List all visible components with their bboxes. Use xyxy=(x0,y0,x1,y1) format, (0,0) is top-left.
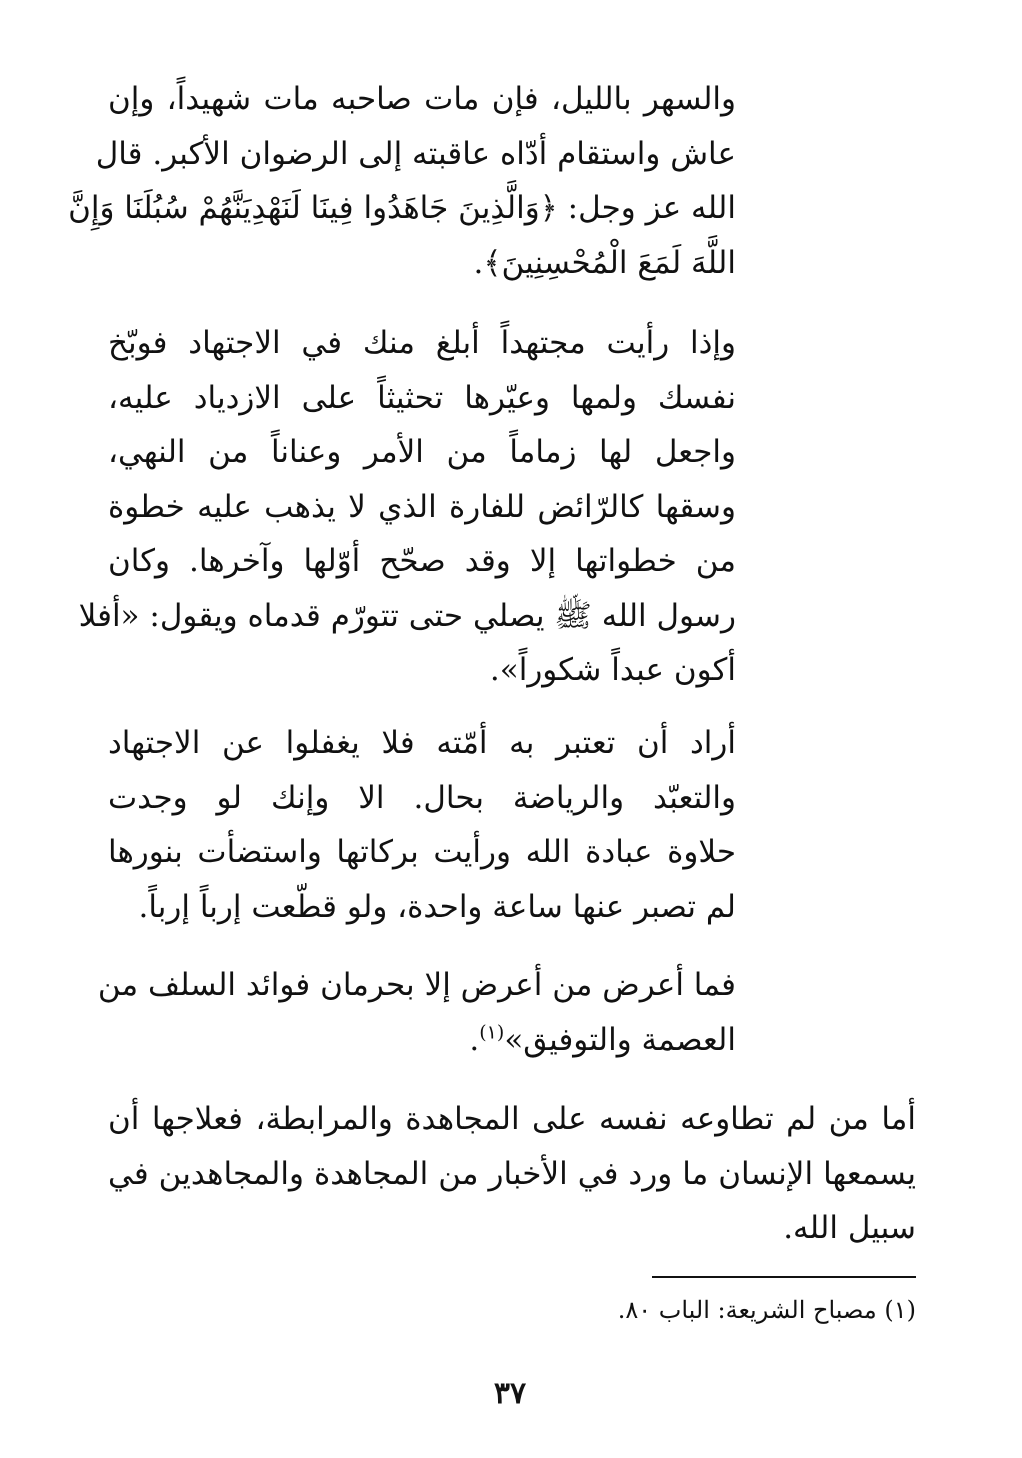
text-line: سبيل الله. xyxy=(783,1210,916,1246)
footnote-divider xyxy=(652,1276,916,1278)
footnote-reference: (١) xyxy=(479,1021,505,1044)
text-line: من خطواتها إلا وقد صحّح أوّلها وآخرها. وكان xyxy=(108,543,736,579)
footnote-marker: (١) xyxy=(884,1296,916,1324)
text-line: يسمعها الإنسان ما ورد في الأخبار من المجاهدة والمجاهدين في xyxy=(108,1155,916,1192)
quran-verse-line: اللَّهَ لَمَعَ الْمُحْسِنِينَ﴾. xyxy=(473,244,736,281)
text-line: أكون عبداً شكوراً». xyxy=(489,652,736,688)
text-line: واجعل لها زماماً من الأمر وعناناً من النهي، xyxy=(108,434,736,470)
text-line: نفسك ولمها وعيّرها تحثيثاً على الازدياد عليه، xyxy=(108,379,736,416)
text-line: وسقها كالرّائض للفارة الذي لا يذهب عليه خطوة xyxy=(108,488,736,525)
text-line: والسهر بالليل، فإن مات صاحبه مات شهيداً، وإن xyxy=(108,81,736,117)
text-fragment: . xyxy=(469,1021,480,1058)
paragraph-5 xyxy=(108,1092,916,1256)
footnote-text: مصباح الشريعة: الباب ٨٠. xyxy=(617,1296,877,1324)
text-line: والتعبّد والرياضة بحال. الا وإنك لو وجدت xyxy=(108,779,736,816)
text-line: لم تصبر عنها ساعة واحدة، ولو قطّعت إرباً إرباً. xyxy=(138,888,736,925)
text-fragment: العصمة والتوفيق» xyxy=(504,1021,736,1058)
text-line: أما من لم تطاوعه نفسه على المجاهدة والمرابطة، فعلاجها أن xyxy=(108,1101,916,1137)
quran-verse-line: الله عز وجل: ﴿وَالَّذِينَ جَاهَدُوا فِينَا لَنَهْدِيَنَّهُمْ سُبُلَنَا وَإِنَّ xyxy=(68,190,736,226)
footnote xyxy=(618,1290,916,1330)
text-line: فما أعرض من أعرض إلا بحرمان فوائد السلف من xyxy=(97,967,736,1003)
text-line: أراد أن تعتبر به أمّته فلا يغفلوا عن الاجتهاد xyxy=(108,725,736,761)
text-line: حلاوة عبادة الله ورأيت بركاتها واستضأت بنورها xyxy=(108,834,736,870)
text-line: عاش واستقام أدّاه عاقبته إلى الرضوان الأكبر. قال xyxy=(95,135,736,172)
text-line: وإذا رأيت مجتهداً أبلغ منك في الاجتهاد فوبّخ xyxy=(108,325,736,361)
paragraph-3 xyxy=(108,716,736,934)
text-line xyxy=(108,1013,736,1068)
paragraph-4 xyxy=(97,958,736,1067)
paragraph-1 xyxy=(68,72,736,290)
paragraph-2 xyxy=(78,316,736,698)
page-number: ٣٧ xyxy=(493,1376,527,1411)
text-line: رسول الله ﷺ يصلي حتى تتورّم قدماه ويقول: «أفلا xyxy=(78,597,736,634)
